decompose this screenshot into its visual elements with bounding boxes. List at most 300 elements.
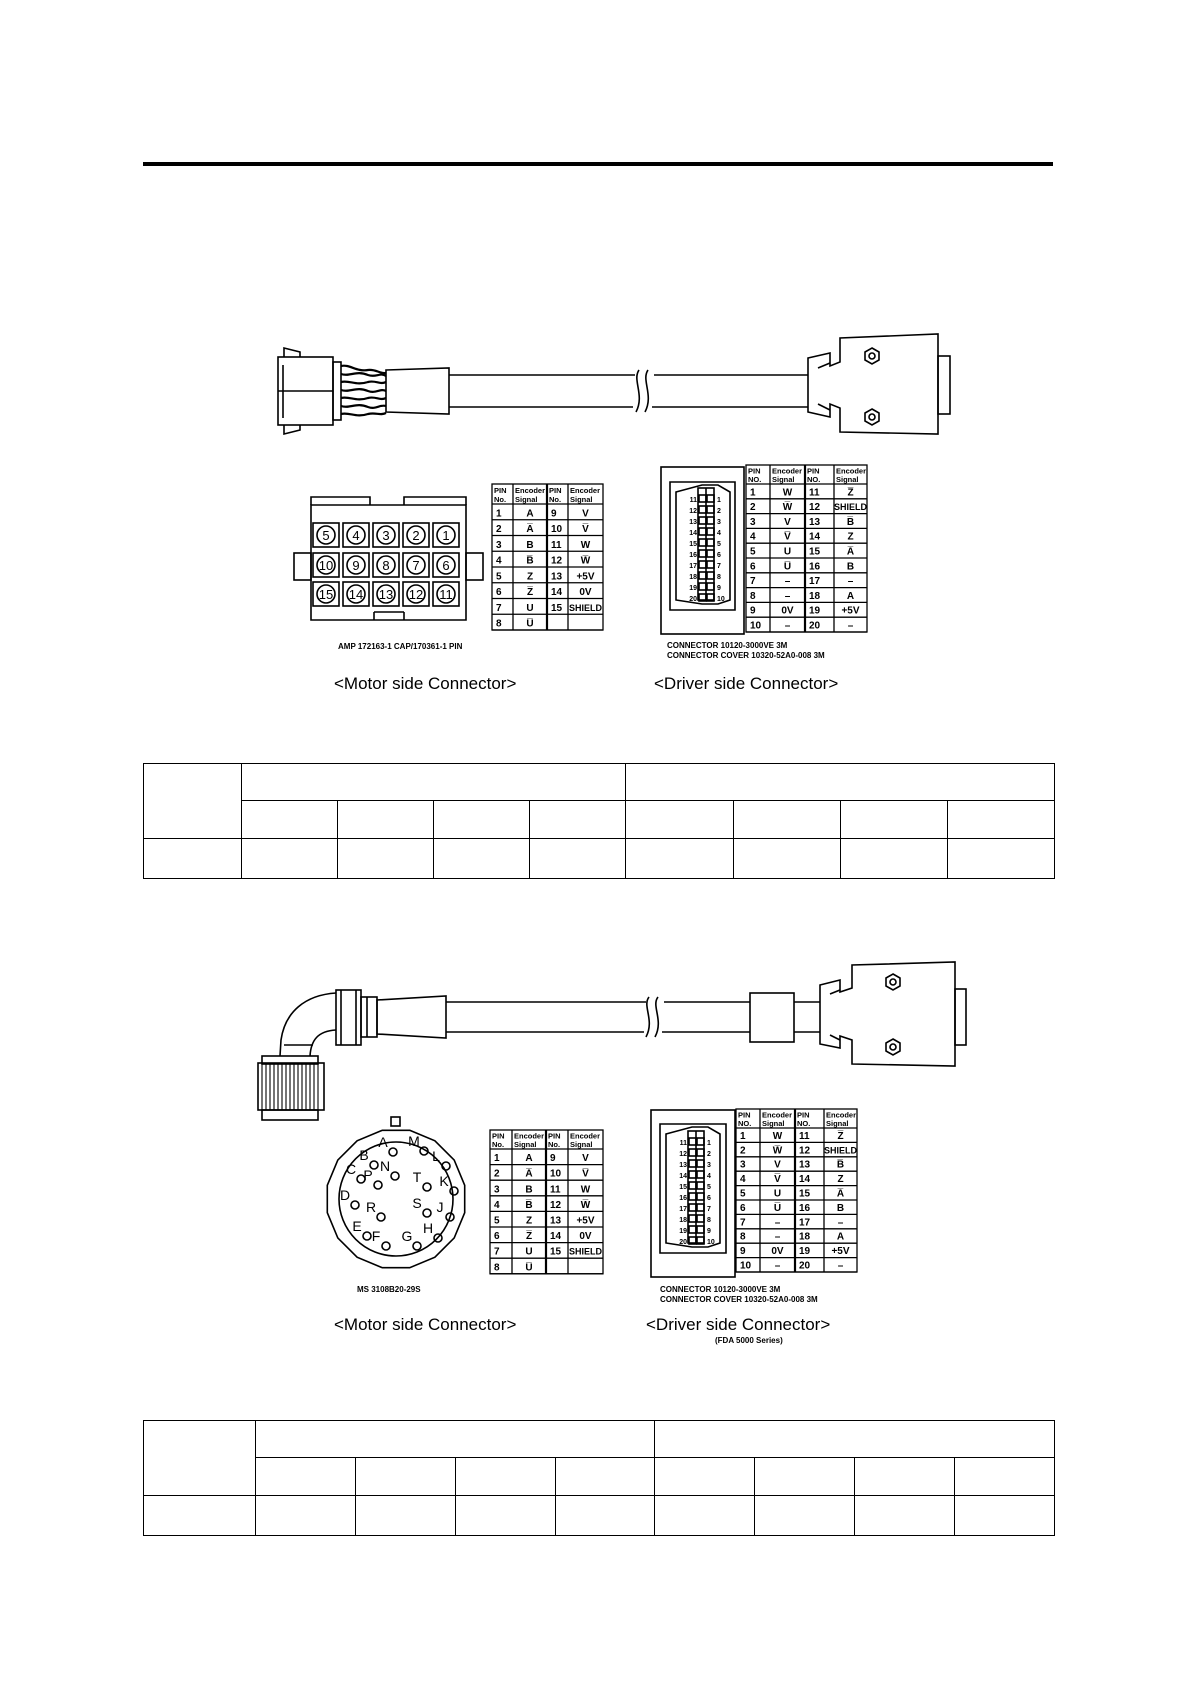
amp-pin-label: 7 [412,558,420,573]
driver-connector-note: CONNECTOR COVER 10320-52A0-008 3M [667,651,825,660]
motor-pin-table-cell: 8 [496,618,502,630]
amp-pin-label: 6 [442,558,450,573]
driver-pin-table-cell: 3 [750,516,756,528]
spec-cell [733,838,840,878]
driver-face-pin-label: 7 [717,563,721,570]
pin-table-header: PIN [549,486,562,495]
motor-pin-table-cell: 1 [494,1153,500,1165]
hex-screw-icon [865,409,879,425]
motor-pin-table-cell: 14 [550,1231,562,1243]
driver-pin-table-cell: W [772,1130,783,1142]
motor-pin-table-cell: U̅ [525,1262,533,1274]
motor-pin-table-cell: 10 [550,1168,562,1180]
hex-screw-icon [886,974,900,990]
driver-face-pin-label: 10 [707,1239,715,1246]
spec-cell [434,801,530,838]
pin-table-header: NO. [807,475,821,484]
pin-table-header: Encoder [570,486,601,495]
driver-pin-table-cell: 5 [740,1188,746,1200]
driver-pin-table-cell: 13 [799,1159,811,1171]
ms-pin-label: D [339,1187,351,1203]
driver-pin-table-cell: 9 [750,605,756,617]
driver-pin-table-cell: W̅ [782,502,793,514]
pin-table-header: No. [494,495,507,504]
spec-cell [455,1495,555,1535]
motor-pin-table-cell: A̅ [525,1168,533,1180]
driver-pin-table-cell: 12 [809,502,821,514]
driver-face-pin-label: 6 [707,1195,711,1202]
driver-pin-table-cell: B̅ [836,1159,845,1171]
motor-pin-table-cell: 15 [550,1246,562,1258]
motor-caption: <Motor side Connector> [334,674,517,693]
driver-pin-table-cell: 2 [750,502,756,514]
motor-pin-table-cell: W̅ [580,1199,591,1211]
spec-cell [855,1458,955,1495]
spec-cell [555,1495,655,1535]
motor-pin-table-cell: +5V [576,571,595,583]
motor-pin-table-cell: 9 [551,508,557,520]
amp-pin-label: 2 [412,528,420,543]
driver-pin-table-cell: 6 [740,1202,746,1214]
driver-pin-table-cell: 19 [799,1246,811,1258]
driver-pin-table-cell: 13 [809,516,821,528]
amp-pin-label: 11 [439,587,453,602]
spec-cell [242,838,338,878]
driver-pin-table-cell: A [846,590,855,602]
driver-connector-face-1 [661,467,744,634]
spec-cell [840,801,947,838]
motor-connector-note: AMP 172163-1 CAP/170361-1 PIN [338,642,463,651]
spec-cell [355,1495,455,1535]
ms-connector-face [327,1117,464,1268]
driver-pin-table-cell: 16 [809,561,821,573]
driver-pin-table-cell: Z [837,1174,844,1186]
driver-pin-table-cell: 7 [750,576,756,588]
pin-table-header: PIN [748,466,761,476]
driver-face-pin-label: 8 [707,1217,711,1224]
motor-pin-table-cell: V [582,508,589,520]
driver-caption: <Driver side Connector> [654,674,839,693]
spec-cell [530,801,626,838]
pin-table-header: NO. [797,1119,811,1128]
pin-table-header: Signal [826,1119,849,1128]
motor-pin-table-cell: 2 [496,524,502,535]
spec-cell [947,801,1054,838]
pin-table-header: Encoder [762,1110,793,1120]
motor-pin-table-cell: W [580,539,591,551]
spec-cell [144,764,242,839]
motor-pin-table-cell: 12 [551,555,563,567]
pin-table-header: Signal [836,475,859,484]
motor-pin-table-cell: 10 [551,524,563,535]
pin-table-header: PIN [807,466,820,476]
motor-pin-table-cell: W̅ [580,555,591,567]
motor-pin-table-cell: 1 [496,508,502,520]
driver-face-pin-label: 5 [717,541,721,548]
driver-pin-table-cell: +5V [831,1246,850,1258]
pin-table-header: Signal [570,495,593,504]
ms-pin-label: R [365,1199,377,1215]
driver-pin-table-cell: 7 [740,1217,746,1229]
pin-table-header: No. [492,1140,505,1149]
motor-pin-table-cell: V̅ [582,524,589,535]
pin-table-header: Signal [762,1119,785,1128]
ms-pin-label: H [422,1220,434,1236]
driver-face-pin-label: 8 [717,574,721,581]
driver-connector-note: CONNECTOR 10120-3000VE 3M [660,1285,781,1294]
pin-table-header: Signal [570,1140,593,1149]
driver-pin-table-cell: 0V [781,605,794,617]
ms-pin-label: T [412,1169,422,1185]
pin-table-header: PIN [494,486,507,495]
motor-pin-table-cell: 3 [496,539,502,551]
driver-pin-table-cell: 18 [809,590,821,602]
driver-pin-table-cell: +5V [841,605,860,617]
amp-pin-label: 1 [442,528,450,543]
spec-cell [855,1495,955,1535]
driver-pin-table-cell: 1 [750,487,756,499]
driver-face-pin-label: 9 [717,585,721,592]
motor-pin-table-cell: 11 [551,539,562,551]
motor-pin-table-cell: 14 [551,587,563,598]
driver-face-pin-label: 14 [689,530,697,537]
driver-pin-table-cell: U̅ [783,561,792,573]
spec-cell [655,1495,755,1535]
driver-face-pin-label: 15 [679,1184,687,1191]
driver-pin-table-cell: 14 [809,531,821,543]
driver-pin-table-cell: 6 [750,561,756,573]
spec-cell [144,1421,256,1496]
pin-table-header: Encoder [515,486,546,495]
pin-table-header: Signal [514,1140,537,1149]
driver-pin-table-cell: B [846,561,855,573]
driver-pin-table-cell: U̅ [773,1202,782,1214]
motor-pin-table-cell: 12 [550,1199,562,1211]
driver-face-pin-label: 3 [707,1162,711,1169]
driver-face-pin-label: 1 [717,497,721,504]
driver-pin-table-cell: 8 [740,1231,746,1243]
driver-pin-table-cell: – [847,620,854,632]
amp-pin-label: 9 [352,558,360,573]
motor-pin-table-cell: U̅ [526,618,534,630]
driver-pin-table-cell: V [774,1159,781,1171]
spec-cell [626,764,1055,801]
pin-table-header: Signal [515,495,538,504]
spec-cell [255,1458,355,1495]
driver-pin-table-cell: 15 [809,546,821,558]
amp-pin-label: 4 [352,528,360,543]
driver-face-pin-label: 2 [707,1151,711,1158]
driver-pin-table-cell: SHIELD [833,502,868,513]
driver-pin-table-cell: V̅ [784,531,791,543]
ms-pin-label: M [408,1133,420,1149]
driver-face-pin-label: 4 [707,1173,711,1180]
driver-pin-table-cell: – [847,576,854,588]
pin-table-header: No. [548,1140,561,1149]
driver-face-pin-label: 19 [689,585,697,592]
motor-pin-table-cell: 8 [494,1262,500,1274]
motor-pin-table-cell: 13 [551,571,563,583]
driver-pin-table-cell: B [836,1202,845,1214]
pin-table-header: PIN [738,1110,751,1120]
motor-pin-table-cell: Z [525,1215,533,1227]
motor-pin-table-cell: B̅ [526,555,534,567]
spec-cell [242,801,338,838]
motor-pin-table-cell: 6 [496,587,502,598]
spec-cell [338,838,434,878]
cable-1 [278,334,950,434]
pin-table-header: PIN [797,1110,810,1120]
spec-cell [144,1495,256,1535]
driver-pin-table-cell: Z̅ [847,487,854,499]
driver-pin-table-cell: Z [847,531,854,543]
driver-pin-table-cell: Z̅ [837,1130,844,1142]
driver-pin-table-cell: 14 [799,1174,811,1186]
spec-table-2 [143,1420,1055,1536]
motor-pin-table-cell: 0V [579,587,592,598]
driver-pin-table-cell: SHIELD [823,1145,858,1156]
motor-pin-table-cell: +5V [576,1215,595,1227]
driver-pin-table-cell: 15 [799,1188,811,1200]
driver-face-pin-label: 13 [679,1162,687,1169]
spec-cell [955,1495,1055,1535]
spec-cell [338,801,434,838]
motor-pin-table-cell: V [582,1153,589,1165]
pin-table-header: Encoder [514,1131,545,1141]
driver-pin-table-cell: 0V [771,1246,784,1258]
amp-connector-face [294,497,483,620]
pin-table-header: Encoder [772,466,803,476]
spec-cell [626,838,733,878]
driver-face-pin-label: 14 [679,1173,687,1180]
motor-caption: <Motor side Connector> [334,1315,517,1334]
driver-pin-table-cell: 11 [809,487,820,499]
driver-face-pin-label: 15 [689,541,697,548]
spec-cell [840,838,947,878]
spec-cell [530,838,626,878]
driver-pin-table-cell: 4 [740,1174,746,1186]
motor-pin-table-cell: SHIELD [568,1246,603,1257]
driver-pin-table-cell: 3 [740,1159,746,1171]
ms-pin-label: E [352,1218,362,1234]
motor-pin-table-cell: 3 [494,1184,500,1196]
driver-pin-table-cell: 9 [740,1246,746,1258]
driver-face-pin-label: 16 [689,552,697,559]
ms-pin-label: G [401,1228,413,1244]
driver-pin-table-cell: A [836,1231,845,1243]
motor-pin-table-cell: 7 [496,602,502,614]
driver-pin-table-cell: – [784,590,791,602]
amp-pin-label: 12 [408,587,424,602]
driver-pin-table-cell: 2 [740,1145,746,1157]
driver-pin-table-cell: A̅ [846,546,855,558]
ms-pin-label: S [412,1195,422,1211]
driver-face-pin-label: 6 [717,552,721,559]
driver-pin-table-cell: 10 [750,620,762,632]
driver-pin-table-cell: W̅ [772,1145,783,1157]
driver-pin-table-cell: – [774,1231,781,1243]
driver-face-pin-label: 20 [689,596,697,603]
driver-connector-face-2 [651,1110,735,1277]
driver-pin-table-cell: 19 [809,605,821,617]
driver-face-pin-label: 7 [707,1206,711,1213]
cable-2 [258,962,966,1120]
pin-table-header: Signal [772,475,795,484]
spec-cell [555,1458,655,1495]
driver-pin-table-cell: 20 [799,1260,811,1272]
spec-cell [434,838,530,878]
driver-series-note: (FDA 5000 Series) [715,1336,783,1345]
motor-pin-table-cell: A [525,1153,533,1165]
driver-pin-table-cell: – [837,1217,844,1229]
spec-cell [255,1495,355,1535]
motor-pin-table-cell: 6 [494,1231,500,1243]
driver-face-pin-label: 3 [717,519,721,526]
spec-cell [626,801,733,838]
driver-pin-table-cell: – [837,1260,844,1272]
driver-face-pin-label: 11 [689,497,697,504]
motor-pin-table-cell: 4 [494,1199,500,1211]
motor-pin-table-cell: 2 [494,1168,500,1180]
driver-face-pin-label: 17 [679,1206,687,1213]
motor-pin-table-cell: B̅ [525,1199,533,1211]
driver-pin-table-cell: 12 [799,1145,811,1157]
driver-face-pin-label: 19 [679,1228,687,1235]
spec-cell [242,764,626,801]
driver-face-pin-label: 12 [689,508,697,515]
driver-pin-table-cell: – [774,1260,781,1272]
driver-face-pin-label: 2 [717,508,721,515]
driver-pin-table-cell: U [773,1188,782,1200]
driver-pin-table-cell: B̅ [846,516,855,528]
motor-pin-table-cell: A̅ [526,524,534,535]
wire-bundle [341,366,386,416]
driver-pin-table-cell: 10 [740,1260,752,1272]
driver-pin-table-cell: 11 [799,1130,810,1142]
driver-pin-table-cell: V [784,516,791,528]
amp-pin-label: 13 [378,587,394,602]
driver-face-pin-label: 11 [679,1140,687,1147]
driver-face-pin-label: 1 [707,1140,711,1147]
spec-cell [144,838,242,878]
driver-pin-table-cell: 18 [799,1231,811,1243]
pin-table-header: No. [549,495,562,504]
driver-face-pin-label: 12 [679,1151,687,1158]
motor-pin-table-cell: B [525,1184,533,1196]
spec-cell [755,1495,855,1535]
driver-pin-table-cell: – [784,576,791,588]
pin-table-header: NO. [738,1119,752,1128]
ms-pin-label: P [363,1167,373,1183]
driver-face-pin-label: 18 [679,1217,687,1224]
motor-pin-table-cell: 4 [496,555,502,567]
driver-connector-note: CONNECTOR COVER 10320-52A0-008 3M [660,1295,818,1304]
ms-pin-label: L [432,1148,440,1164]
spec-cell [455,1458,555,1495]
driver-pin-table-cell: 4 [750,531,756,543]
driver-pin-table-cell: – [784,620,791,632]
hex-screw-icon [886,1039,900,1055]
amp-pin-label: 8 [382,558,390,573]
motor-pin-table-cell: 7 [494,1246,500,1258]
spec-table-1 [143,763,1055,879]
pin-table-header: Encoder [826,1110,857,1120]
driver-face-pin-label: 9 [707,1228,711,1235]
driver-pin-table-cell: U [783,546,792,558]
motor-pin-table-cell: Z̅ [526,587,534,598]
motor-pin-table-cell: U [526,602,534,614]
driver-connector-note: CONNECTOR 10120-3000VE 3M [667,641,788,650]
motor-pin-table-cell: SHIELD [568,602,603,613]
ms-pin-label: A [378,1134,388,1150]
driver-pin-table-cell: V̅ [774,1174,781,1186]
driver-face-pin-label: 16 [679,1195,687,1202]
amp-pin-label: 5 [322,528,330,543]
driver-face-pin-label: 13 [689,519,697,526]
pin-table-header: Encoder [570,1131,601,1141]
driver-pin-table-cell: 17 [799,1217,811,1229]
pin-table-header: PIN [548,1131,561,1141]
driver-pin-table-cell: A̅ [836,1188,845,1200]
driver-face-pin-label: 18 [689,574,697,581]
driver-face-pin-label: 4 [717,530,721,537]
driver-pin-table-cell: 16 [799,1202,811,1214]
ms-pin-label: C [345,1161,357,1177]
motor-pin-table-cell: B [526,539,534,551]
motor-pin-table-cell: 9 [550,1153,556,1165]
spec-cell [755,1458,855,1495]
motor-pin-table-cell: Z̅ [525,1231,533,1243]
spec-cell [255,1421,655,1458]
spec-cell [355,1458,455,1495]
amp-pin-label: 14 [348,587,364,602]
ms-pin-label: F [371,1228,381,1244]
pin-table-header: PIN [492,1131,505,1141]
driver-face-pin-label: 20 [679,1239,687,1246]
driver-face-pin-label: 5 [707,1184,711,1191]
ms-pin-label: J [436,1199,444,1215]
ms-pin-label: K [439,1173,449,1189]
pin-table-header: Encoder [836,466,867,476]
driver-pin-table-cell: W [782,487,793,499]
motor-pin-table-cell: A [526,508,534,520]
spec-cell [655,1421,1055,1458]
spec-cell [733,801,840,838]
motor-pin-table-cell: 13 [550,1215,562,1227]
motor-pin-table-cell: 5 [496,571,502,583]
spec-cell [947,838,1054,878]
driver-face-pin-label: 17 [689,563,697,570]
motor-connector-note: MS 3108B20-29S [357,1285,421,1294]
driver-pin-table-cell: 20 [809,620,821,632]
driver-caption: <Driver side Connector> [646,1315,831,1334]
motor-pin-table-cell: 5 [494,1215,500,1227]
amp-pin-label: 3 [382,528,390,543]
motor-pin-table-cell: 11 [550,1184,561,1196]
driver-pin-table-cell: 1 [740,1130,746,1142]
driver-pin-table-cell: 17 [809,576,821,588]
spec-cell [955,1458,1055,1495]
driver-face-pin-label: 10 [717,596,725,603]
amp-pin-label: 15 [318,587,334,602]
hex-screw-icon [865,348,879,364]
ms-pin-label: N [379,1158,391,1174]
motor-pin-table-cell: 15 [551,602,563,614]
motor-pin-table-cell: V̅ [582,1168,589,1180]
driver-pin-table-cell: – [774,1217,781,1229]
driver-pin-table-cell: 5 [750,546,756,558]
ms-pin-label: B [359,1147,369,1163]
